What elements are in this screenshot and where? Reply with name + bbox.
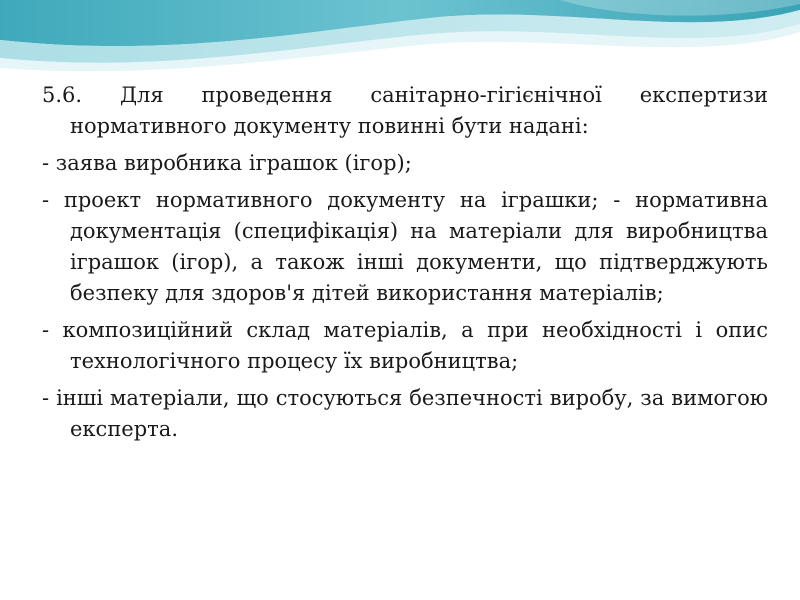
list-item-other-materials: - інші матеріали, що стосуються безпечності виробу, за вимогою експерта. xyxy=(42,386,768,441)
list-item-toy-application: - заява виробника іграшок (ігор); xyxy=(42,151,412,175)
wave-header-decoration xyxy=(0,0,800,80)
paragraph-5-6-intro: 5.6. Для проведення санітарно-гігієнічної експертизи нормативного документу повинні бути надані: xyxy=(42,83,768,138)
list-item-material-composition: - композиційний склад матеріалів, а при необхідності і опис технологічного процесу їх виробництва; xyxy=(42,318,768,373)
document-body xyxy=(42,80,768,445)
list-item-draft-document: - проект нормативного документу на іграшки; - нормативна документація (специфікація) на матеріали для виробництва іграшок (ігор), а також інші документи, що підтверджують безпеку для здоров'я дітей використання матеріалів; xyxy=(42,188,768,305)
